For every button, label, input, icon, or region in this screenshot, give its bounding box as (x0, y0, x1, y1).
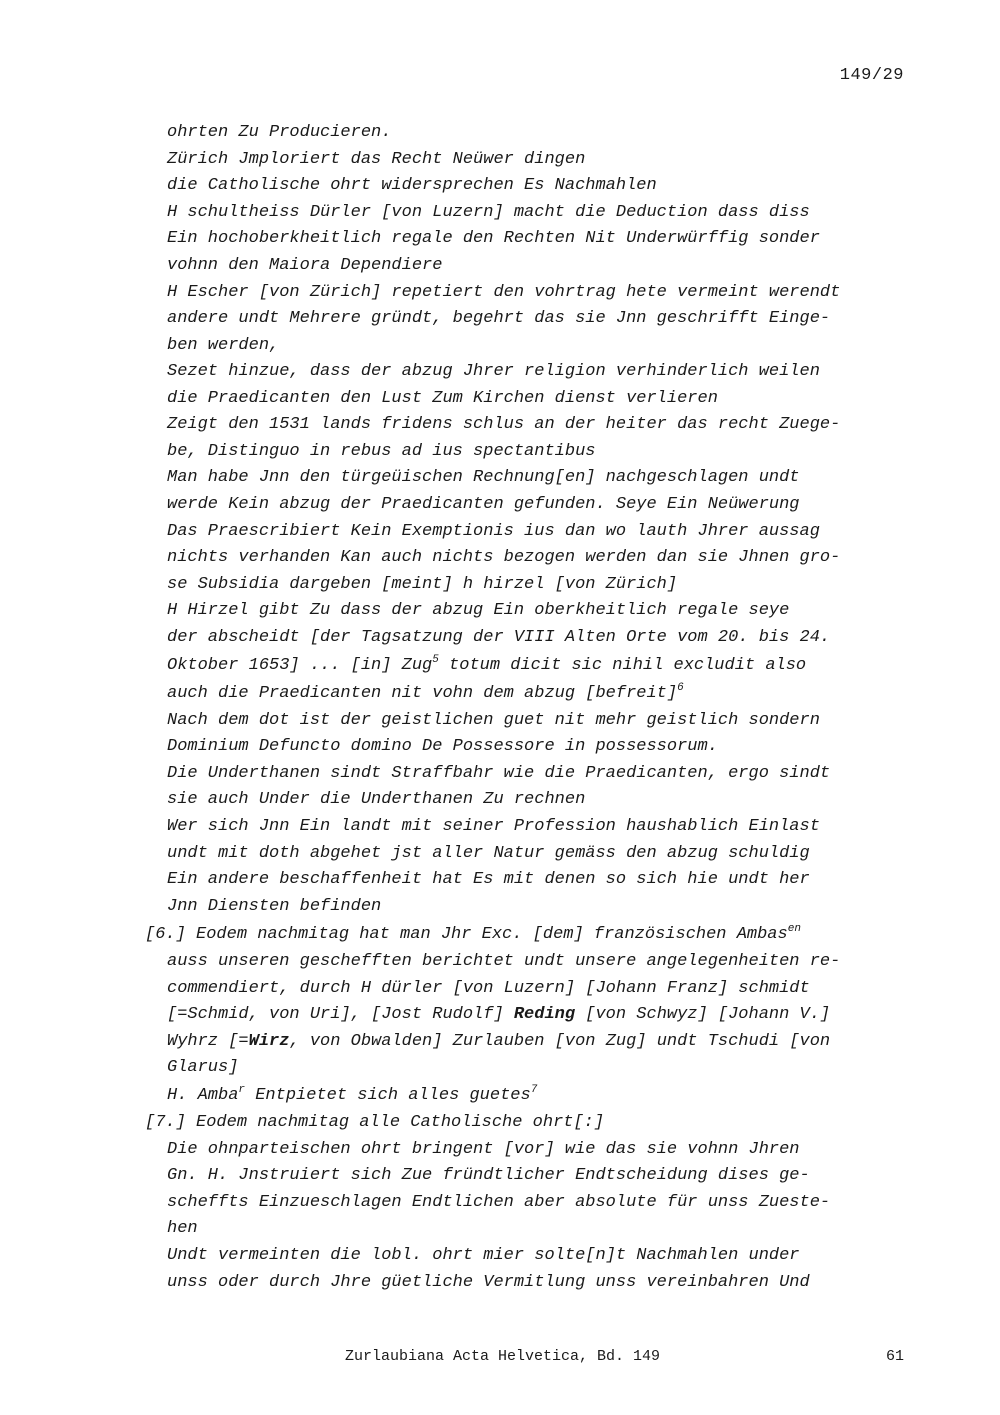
text-line: die Praedicanten den Lust Zum Kirchen dienst verlieren (167, 389, 718, 408)
text-line: Jnn Diensten befinden (167, 897, 382, 916)
text-line: Zürich Jmploriert das Recht Neüwer dingen (167, 150, 586, 169)
text-line: commendiert, durch H dürler [von Luzern] [Johann Franz] schmidt (167, 979, 810, 998)
footnote-marker: 5 (432, 654, 439, 666)
text-line: andere undt Mehrere gründt, begehrt das sie Jnn geschrifft Einge- (167, 309, 831, 328)
text-line: Man habe Jnn den türgeüischen Rechnung[en] nachgeschlagen undt (167, 468, 800, 487)
text-line: Das Praescribiert Kein Exemptionis ius dan wo lauth Jhrer aussag (167, 522, 820, 541)
text-line: H Escher [von Zürich] repetiert den vohrtrag hete vermeint werendt (167, 283, 841, 302)
text-line: undt mit doth abgehet jst aller Natur gemäss den abzug schuldig (167, 844, 810, 863)
footnote-marker: 7 (530, 1084, 538, 1096)
text-line: Undt vermeinten die lobl. ohrt mier solte[n]t Nachmahlen under (167, 1246, 800, 1265)
bold-name: Reding (513, 1005, 576, 1024)
line-text: Entpietet sich alles guetes (245, 1086, 531, 1105)
text-line: ben werden, (167, 336, 280, 355)
text-line: H schultheiss Dürler [von Luzern] macht die Deduction dass diss (167, 203, 810, 222)
text-line: H Hirzel gibt Zu dass der abzug Ein oberkheitlich regale seye (167, 601, 790, 620)
line-text: auch die Praedicanten nit vohn dem abzug [befreit] (167, 684, 678, 703)
footer-title: Zurlaubiana Acta Helvetica, Bd. 149 (345, 1348, 661, 1365)
text-line (167, 1029, 830, 1055)
text-line: Die Underthanen sindt Straffbahr wie die Praedicanten, ergo sindt (167, 764, 831, 783)
text-line: Nach dem dot ist der geistlichen guet nit mehr geistlich sondern (167, 711, 820, 730)
line-text: Oktober 1653] ... [in] Zug (167, 656, 433, 675)
text-line (167, 653, 806, 679)
text-line: hen (167, 1219, 198, 1238)
text-line: Ein hochoberkheitlich regale den Rechten Nit Underwürffig sonder (167, 229, 820, 248)
line-text: [von Schwyz] [Johann V.] (575, 1005, 831, 1024)
text-line: vohnn den Maiora Dependiere (167, 256, 443, 275)
footnote-marker: 6 (677, 682, 684, 694)
text-line: scheffts Einzueschlagen Endtlichen aber absolute für unss Zueste- (167, 1193, 831, 1212)
text-line: ohrten Zu Producieren. (167, 123, 392, 142)
superscript-abbrev: r (238, 1084, 246, 1096)
text-line: nichts verhanden Kan auch nichts bezogen werden dan sie Jhnen gro- (167, 548, 841, 567)
line-text: , von Obwalden] Zurlauben [von Zug] undt Tschudi [von (289, 1032, 831, 1051)
line-text: Wyhrz [= (167, 1032, 249, 1051)
line-text: [=Schmid, von Uri], [Jost Rudolf] (167, 1005, 514, 1024)
text-line: Wer sich Jnn Ein landt mit seiner Profession haushablich Einlast (167, 817, 820, 836)
text-line: sie auch Under die Underthanen Zu rechnen (167, 790, 586, 809)
line-text: H. Amba (167, 1086, 239, 1105)
text-line (167, 1002, 830, 1028)
text-line: Ein andere beschaffenheit hat Es mit denen so sich hie undt her (167, 870, 810, 889)
text-line: Sezet hinzue, dass der abzug Jhrer religion verhinderlich weilen (167, 362, 820, 381)
text-line: Zeigt den 1531 lands fridens schlus an der heiter das recht Zuege- (167, 415, 841, 434)
text-line: die Catholische ohrt widersprechen Es Nachmahlen (167, 176, 657, 195)
bold-name: Wirz (248, 1032, 290, 1051)
text-line: [7.] Eodem nachmitag alle Catholische ohrt[:] (145, 1113, 605, 1132)
text-line: Gn. H. Jnstruiert sich Zue fründtlicher Endtscheidung dises ge- (167, 1166, 810, 1185)
line-text: [6.] Eodem nachmitag hat man Jhr Exc. [dem] französischen Ambas (145, 925, 788, 944)
text-line: se Subsidia dargeben [meint] h hirzel [von Zürich] (167, 575, 678, 594)
text-line: auss unseren geschefften berichtet undt unsere angelegenheiten re- (167, 952, 841, 971)
text-line (167, 681, 684, 707)
text-line: Glarus] (167, 1058, 239, 1077)
text-line: werde Kein abzug der Praedicanten gefunden. Seye Ein Neüwerung (167, 495, 800, 514)
footer-page-number: 61 (885, 1348, 904, 1365)
superscript-abbrev: en (787, 923, 801, 935)
line-text: totum dicit sic nihil excludit also (438, 656, 807, 675)
text-line: unss oder durch Jhre güetliche Vermitlung unss vereinbahren Und (167, 1273, 810, 1292)
text-line (145, 922, 801, 948)
text-line (167, 1083, 537, 1109)
text-line: Dominium Defuncto domino De Possessore in possessorum. (167, 737, 718, 756)
text-line: Die ohnparteischen ohrt bringent [vor] wie das sie vohnn Jhren (167, 1140, 800, 1159)
text-line: be, Distinguo in rebus ad ius spectantibus (167, 442, 596, 461)
text-line: der abscheidt [der Tagsatzung der VIII Alten Orte vom 20. bis 24. (167, 628, 831, 647)
page-reference: 149/29 (839, 66, 904, 85)
